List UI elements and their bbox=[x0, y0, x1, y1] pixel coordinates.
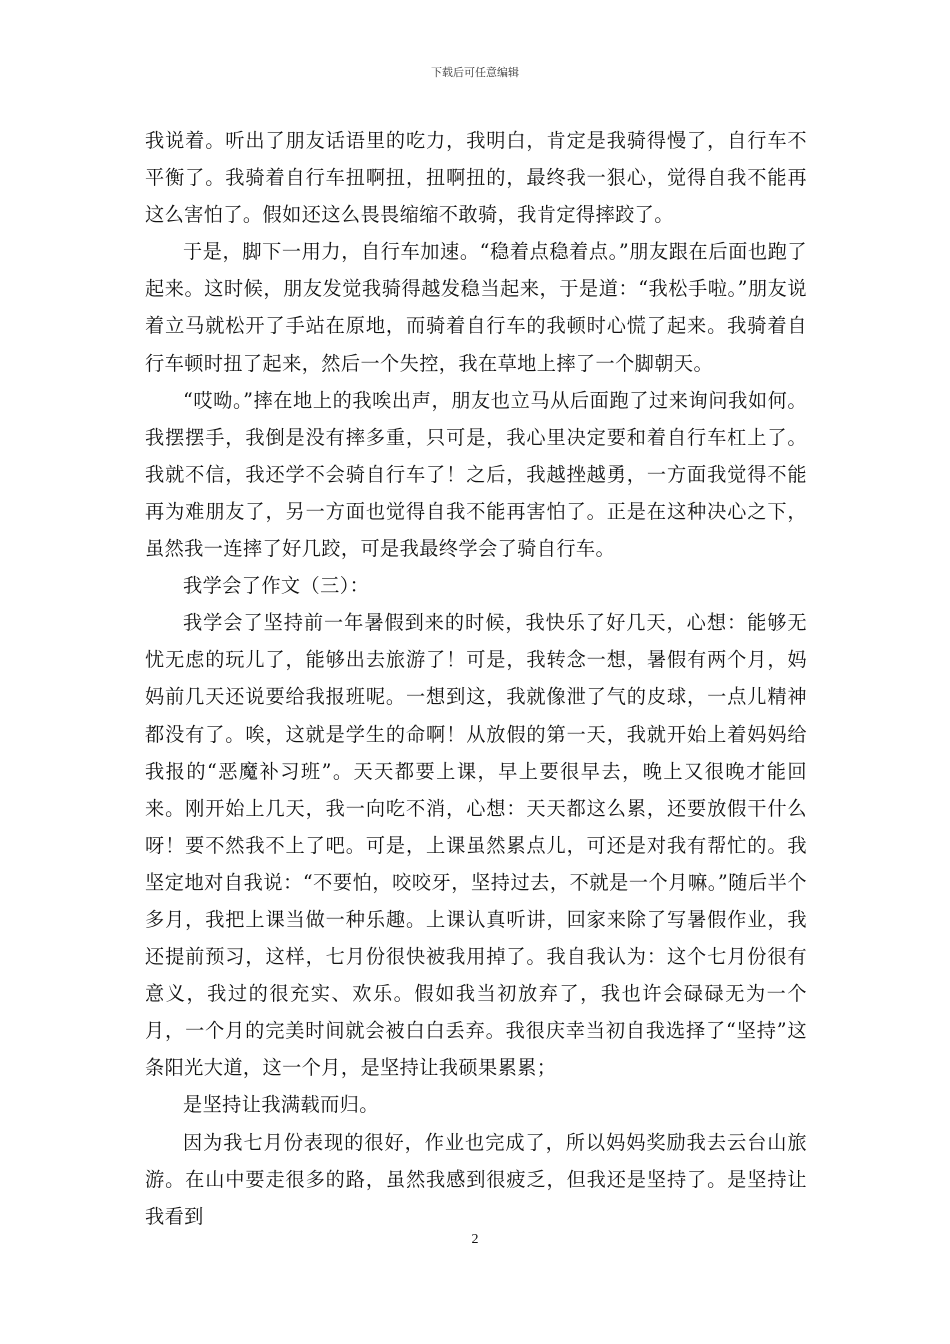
page-header: 下载后可任意编辑 bbox=[431, 66, 519, 79]
section-heading: 我学会了作文（三）： bbox=[183, 574, 370, 598]
paragraph-2: 于是，脚下一用力，自行车加速。“稳着点稳着点。”朋友跟在后面也跑了起来。这时候，朋友发觉我骑得越发稳当起来，于是道：“我松手啦。”朋友说着立马就松开了手站在原地，而骑着自行车的我顿时心慌了起来。我骑着自行车顿时扭了起来，然后一个失控，我在草地上摔了一个脚朝天。 bbox=[145, 240, 807, 375]
paragraph-1: 我说着。听出了朋友话语里的吃力，我明白，肯定是我骑得慢了，自行车不平衡了。我骑着自行车扭啊扭，扭啊扭的，最终我一狠心，觉得自我不能再这么害怕了。假如还这么畏畏缩缩不敢骑，我肯定得摔跤了。 bbox=[145, 129, 807, 227]
paragraph-4: 我学会了坚持前一年暑假到来的时候，我快乐了好几天，心想：能够无忧无虑的玩儿了，能够出去旅游了！可是，我转念一想，暑假有两个月，妈妈前几天还说要给我报班呢。一想到这，我就像泄了气的皮球，一点儿精神都没有了。唉，这就是学生的命啊！从放假的第一天，我就开始上着妈妈给我报的“恶魔补习班”。天天都要上课，早上要很早去，晚上又很晚才能回来。刚开始上几天，我一向吃不消，心想：天天都这么累，还要放假干什么呀！要不然我不上了吧。可是，上课虽然累点儿，可还是对我有帮忙的。我坚定地对自我说：“不要怕，咬咬牙，坚持过去，不就是一个月嘛。”随后半个多月，我把上课当做一种乐趣。上课认真听讲，回家来除了写暑假作业，我还提前预习，这样，七月份很快被我用掉了。我自我认为：这个七月份很有意义，我过的很充实、欢乐。假如我当初放弃了，我也许会碌碌无为一个月，一个月的完美时间就会被白白丢弃。我很庆幸当初自我选择了“坚持”这条阳光大道，这一个月，是坚持让我硕果累累； bbox=[145, 611, 807, 1080]
paragraph-5: 是坚持让我满载而归。 bbox=[183, 1093, 379, 1117]
body-text bbox=[145, 122, 807, 1235]
paragraph-6: 因为我七月份表现的很好，作业也完成了，所以妈妈奖励我去云台山旅游。在山中要走很多的路，虽然我感到很疲乏，但我还是坚持了。是坚持让我看到 bbox=[145, 1130, 807, 1228]
page-number: 2 bbox=[471, 1232, 479, 1247]
paragraph-3: “哎呦。”摔在地上的我唉出声，朋友也立马从后面跑了过来询问我如何。我摆摆手，我倒是没有摔多重，只可是，我心里决定要和着自行车杠上了。我就不信，我还学不会骑自行车了！之后，我越挫越勇，一方面我觉得不能再为难朋友了，另一方面也觉得自我不能再害怕了。正是在这种决心之下，虽然我一连摔了好几跤，可是我最终学会了骑自行车。 bbox=[145, 388, 807, 561]
